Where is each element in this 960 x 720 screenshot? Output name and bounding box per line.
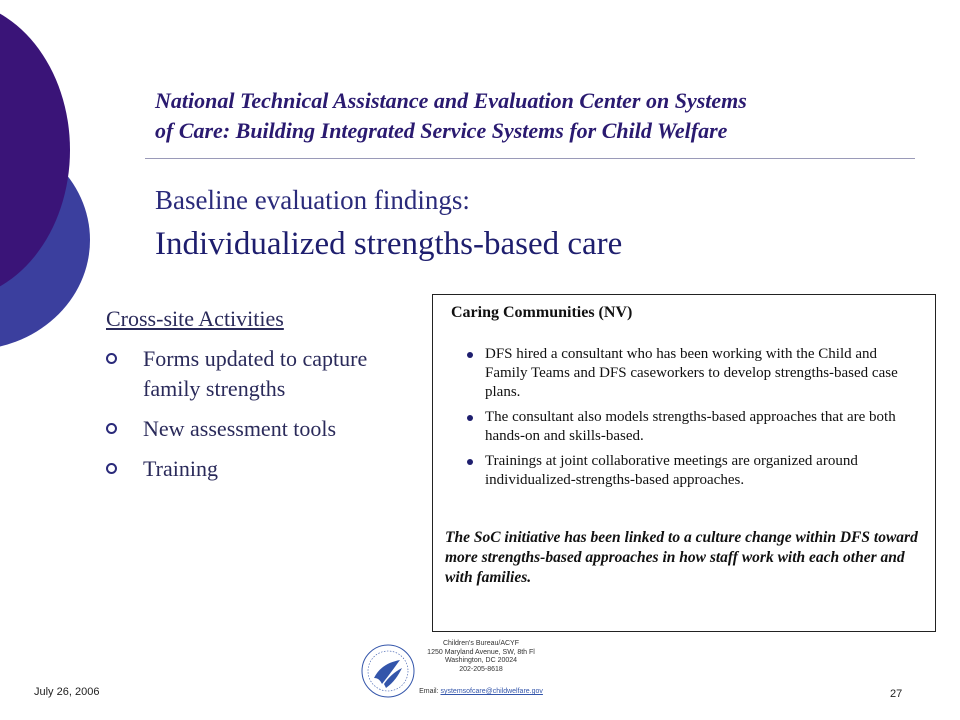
header-title-line-2: of Care: Building Integrated Service Systems for Child Welfare — [155, 118, 728, 143]
list-item — [445, 408, 923, 446]
list-item-text: The consultant also models strengths-based approaches that are both hands-on and skills-based. — [485, 409, 896, 444]
slide-subtitle: Baseline evaluation findings: — [155, 185, 470, 215]
header-title — [155, 86, 915, 146]
box-conclusion: The SoC initiative has been linked to a culture change within DFS toward more strengths-based approaches in how staff work with each other and with families. — [445, 529, 918, 586]
list-item-text: Forms updated to capture family strengths — [143, 346, 368, 401]
list-item-text: Training — [143, 456, 218, 481]
slide-title: Individualized strengths-based care — [155, 226, 623, 262]
caring-communities-box — [432, 294, 936, 632]
list-item — [445, 345, 923, 402]
list-item-text: New assessment tools — [143, 416, 337, 441]
list-item-text: DFS hired a consultant who has been working with the Child and Family Teams and DFS caseworkers to develop strengths-based case plans. — [485, 346, 898, 400]
circle-bullet-icon — [106, 423, 117, 434]
email-link[interactable]: systemsofcare@childwelfare.gov — [440, 688, 543, 695]
header-title-line-1: National Technical Assistance and Evaluation Center on Systems — [155, 88, 747, 113]
circle-bullet-icon — [106, 463, 117, 474]
contact-address-2: Washington, DC 20024 — [444, 657, 518, 664]
list-item — [106, 344, 416, 404]
contact-address-1: 1250 Maryland Avenue, SW, 8th Fl — [427, 648, 535, 656]
page-number: 27 — [890, 688, 903, 700]
dot-bullet-icon — [467, 459, 473, 465]
dot-bullet-icon — [467, 415, 473, 421]
activities-heading: Cross-site Activities — [106, 306, 284, 331]
footer-date: July 26, 2006 — [34, 686, 100, 698]
contact-org: Children's Bureau/ACYF — [442, 640, 520, 647]
contact-phone: 202-205-8618 — [459, 665, 503, 673]
box-title: Caring Communities (NV) — [451, 304, 633, 321]
list-item — [106, 414, 416, 444]
cross-site-activities — [106, 302, 416, 492]
list-item-text: Trainings at joint collaborative meetings are organized around individualized-strengths-based approaches. — [485, 453, 858, 488]
header-divider — [145, 158, 915, 159]
circle-bullet-icon — [106, 353, 117, 364]
box-list — [445, 345, 923, 490]
dot-bullet-icon — [467, 352, 473, 358]
contact-email — [396, 688, 566, 697]
list-item — [106, 454, 416, 484]
email-label: Email: — [419, 688, 439, 695]
activities-list — [106, 344, 416, 484]
contact-info — [396, 640, 566, 697]
list-item — [445, 452, 923, 490]
